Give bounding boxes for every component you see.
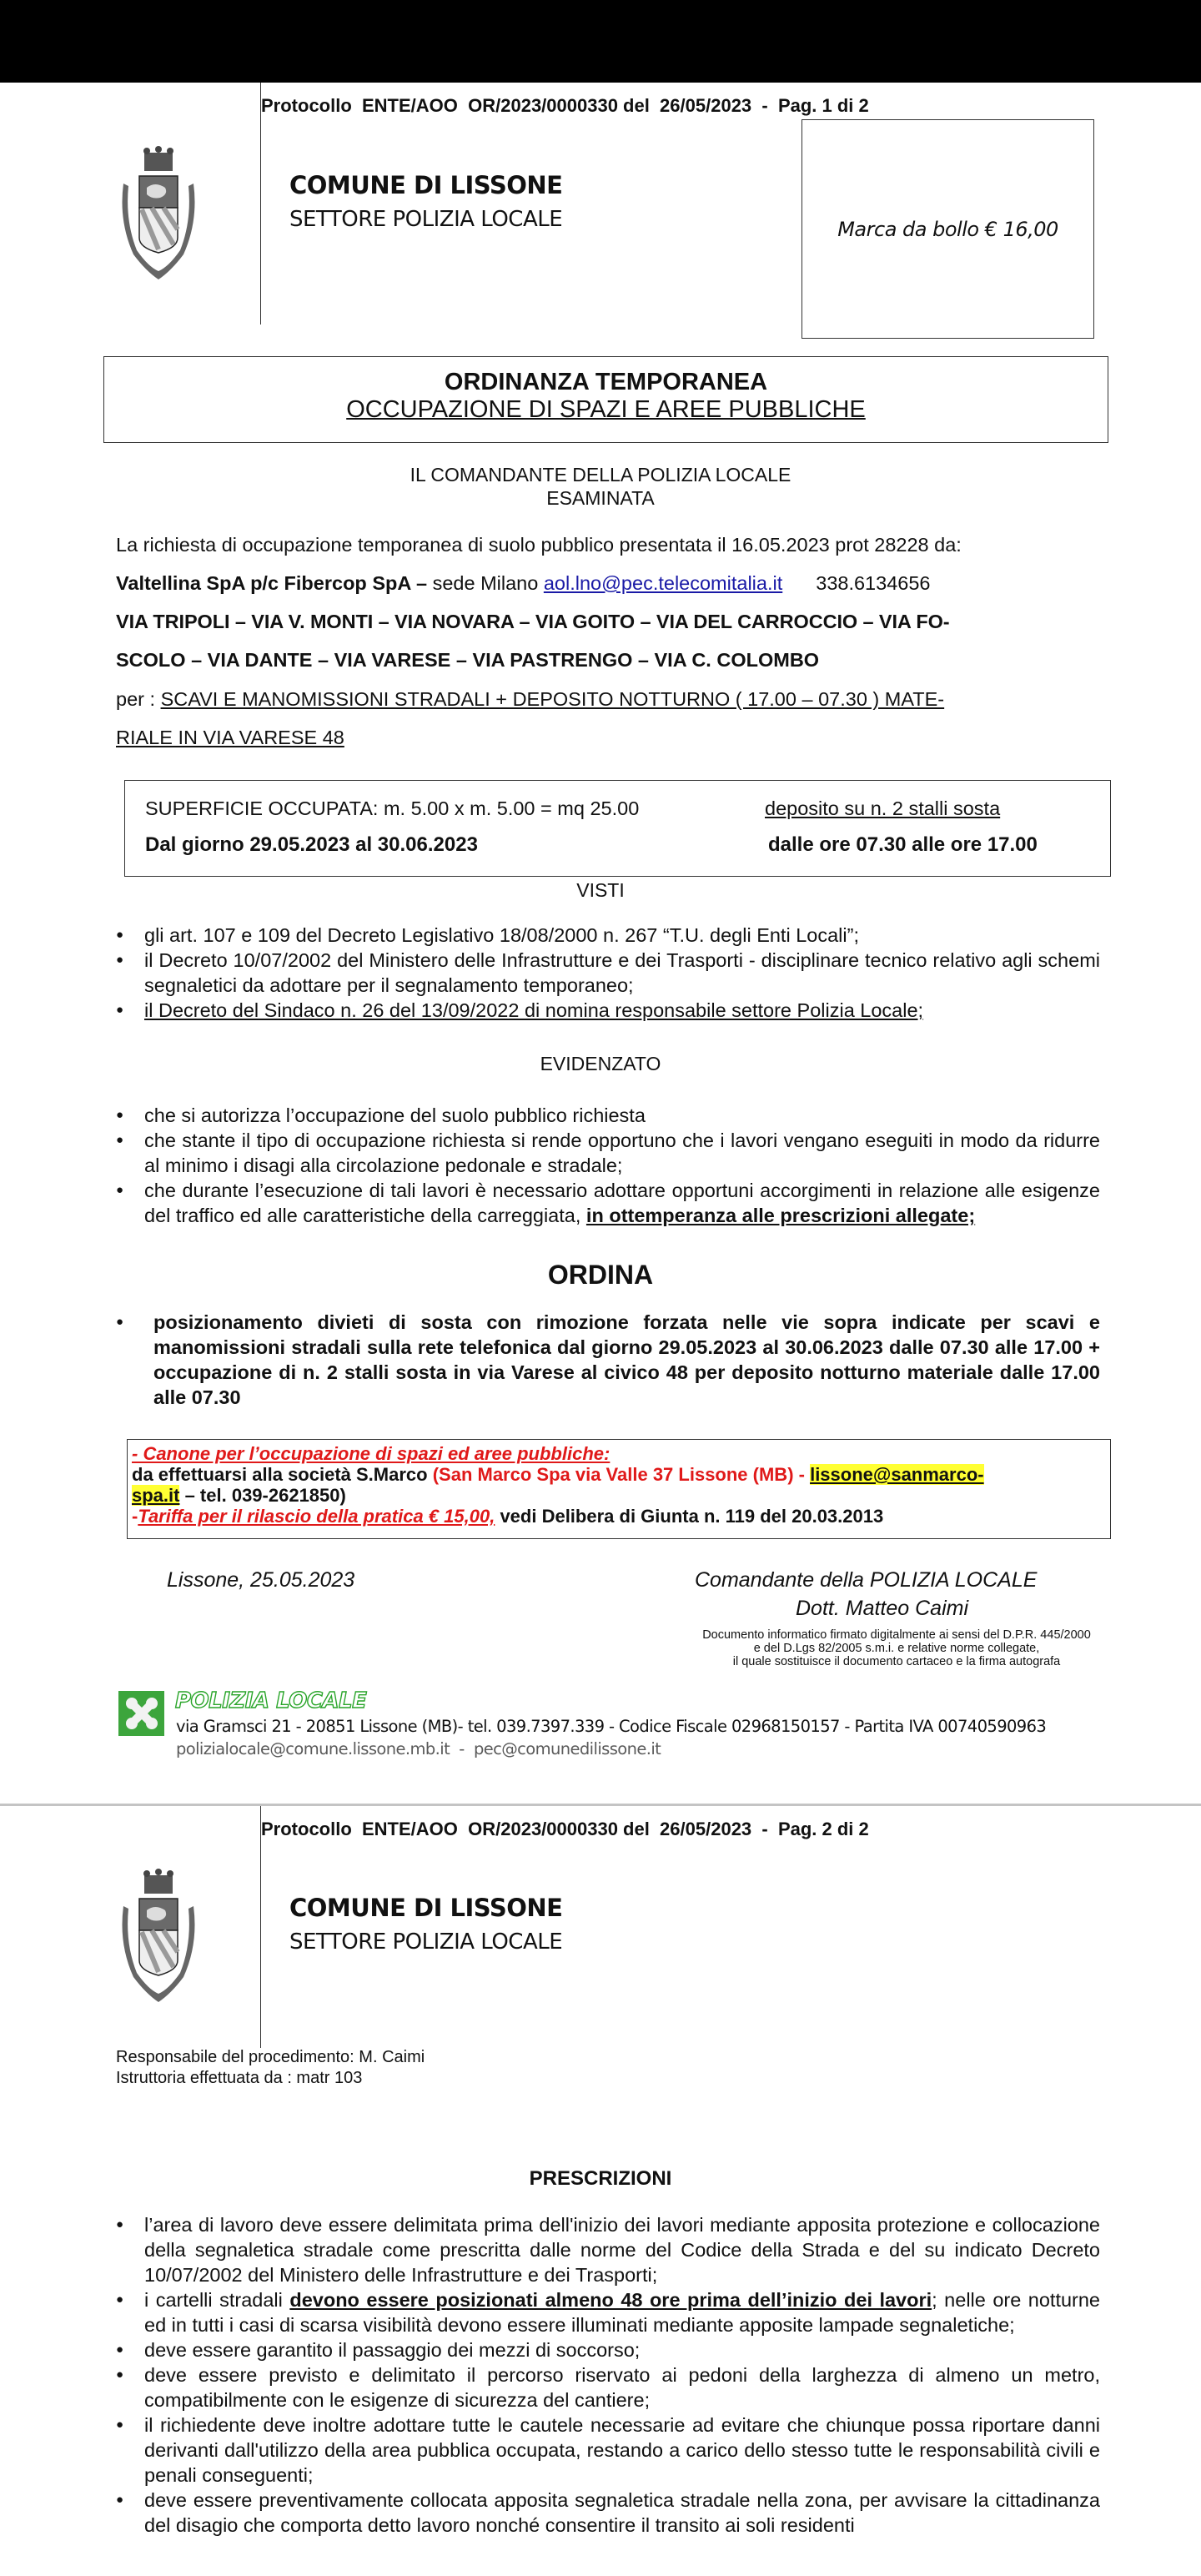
evidenziato-text: che durante l’esecuzione di tali lavori è necessario adottare opportuni accorgimenti in relazione alle esigenze del traffico ed alle caratteristiche della carreggiata, — [144, 1180, 1100, 1226]
occupation-hours: dalle ore 07.30 alle ore 17.00 — [768, 833, 1038, 856]
prescrizione-emphasis: devono essere posizionati almeno 48 ore prima dell’inizio dei lavori — [289, 2289, 932, 2311]
ordinance-title-box — [103, 356, 1108, 443]
payment-prefix: da effettuarsi alla società S.Marco — [132, 1464, 433, 1485]
occupied-surface-box — [124, 780, 1111, 877]
inquiry-officer: Istruttoria effettuata da : matr 103 — [116, 2069, 363, 2087]
prescrizione-item: ● deve essere garantito il passaggio dei mezzi di soccorso; — [116, 2337, 1100, 2362]
visti-item: ● il Decreto 10/07/2002 del Ministero delle Infrastrutture e dei Trasporti - disciplinare tecnico relativo agli schemi segnaletici da adottare per il segnalamento temporaneo; — [116, 948, 1100, 998]
header-divider — [260, 1806, 261, 2048]
payment-info — [132, 1464, 1106, 1506]
footer-address: via Gramsci 21 - 20851 Lissone (MB)- tel. 039.7397.339 - Codice Fiscale 02968150157 - Partita IVA 00740590963 — [176, 1717, 1047, 1736]
ordinance-subtitle: OCCUPAZIONE DI SPAZI E AREE PUBBLICHE — [346, 396, 866, 423]
visti-item: ● gli art. 107 e 109 del Decreto Legislativo 18/08/2000 n. 267 “T.U. degli Enti Locali”; — [116, 923, 1100, 948]
header-divider — [260, 83, 261, 325]
protocol-line: Protocollo ENTE/AOO OR/2023/0000330 del 26/05/2023 - Pag. 2 di 2 — [261, 1819, 869, 1839]
streets-line-2: SCOLO – VIA DANTE – VIA VARESE – VIA PASTRENGO – VIA C. COLOMBO — [116, 649, 820, 671]
coat-of-arms-icon — [117, 146, 200, 288]
footer-brand: POLIZIA LOCALE — [175, 1688, 367, 1713]
polizia-locale-logo-icon — [118, 1691, 164, 1736]
tariff-dash: - — [132, 1506, 138, 1527]
purpose-line-2: RIALE IN VIA VARESE 48 — [116, 727, 344, 748]
tariff-line — [132, 1506, 1106, 1527]
prescrizione-item: ● deve essere previsto e delimitato il percorso riservato ai pedoni della larghezza di almeno un metro, compatibilmente con le esigenze di sicurezza del cantiere; — [116, 2362, 1100, 2412]
surface-measure: SUPERFICIE OCCUPATA: m. 5.00 x m. 5.00 = mq 25.00 — [145, 797, 640, 819]
applicant-seat: sede Milano — [427, 572, 544, 594]
evidenziato-heading: EVIDENZATO — [540, 1053, 661, 1074]
ordinance-title: ORDINANZA TEMPORANEA — [444, 369, 768, 395]
evidenziato-item: ● che si autorizza l’occupazione del suolo pubblico richiesta — [116, 1103, 1100, 1128]
digital-signature-note — [684, 1628, 1109, 1668]
prescrizione-text: i cartelli stradali — [144, 2289, 290, 2311]
payment-email-link-cont[interactable]: spa.it — [132, 1485, 180, 1506]
visti-heading: VISTI — [576, 879, 625, 901]
ordina-item: ● posizionamento divieti di sosta con rimozione forzata nelle vie sopra indicate per scavi e manomissioni stradali sulla rete telefonica dal giorno 29.05.2023 al 30.06.2023 dalle 07.30 alle 17.00 + occupazione di n. 2 stalli sosta in via Varese al civico 48 per deposito notturno materiale dalle 17.00 alle 07.30 — [116, 1310, 1100, 1410]
purpose-line-1 — [116, 688, 944, 711]
purpose-text-1: SCAVI E MANOMISSIONI STRADALI + DEPOSITO NOTTURNO ( 17.00 – 07.30 ) MATE- — [160, 688, 945, 710]
occupation-dates: Dal giorno 29.05.2023 al 30.06.2023 — [145, 833, 478, 856]
revenue-stamp-label: Marca da bollo € 16,00 — [837, 217, 1058, 241]
examined-heading: ESAMINATA — [546, 487, 655, 509]
fee-title: - Canone per l’occupazione di spazi ed aree pubbliche: — [132, 1443, 611, 1464]
applicant-name: Valtellina SpA p/c Fibercop SpA – — [116, 572, 428, 594]
tariff-reference: vedi Delibera di Giunta n. 119 del 20.03.2013 — [495, 1506, 884, 1527]
authority-heading: IL COMANDANTE DELLA POLIZIA LOCALE — [410, 464, 791, 486]
ordina-list — [116, 1310, 1100, 1410]
prescrizione-item: ● deve essere preventivamente collocata apposita segnaletica stradale nella zona, per avvisare la cittadinanza del disagio che comporta detto lavoro nonché consentire il transito ai soli residenti — [116, 2488, 1100, 2538]
viewer-top-bar — [0, 0, 1201, 83]
payment-company: (San Marco Spa via Valle 37 Lissone (MB) - — [432, 1464, 811, 1485]
note-line: il quale sostituisce il documento cartaceo e la firma autografa — [732, 1655, 1061, 1668]
streets-line-1: VIA TRIPOLI – VIA V. MONTI – VIA NOVARA – VIA GOITO – VIA DEL CARROCCIO – VIA FO- — [116, 611, 950, 632]
signer-name: Dott. Matteo Caimi — [796, 1597, 969, 1620]
revenue-stamp-box — [802, 119, 1094, 339]
deposit-stalls: deposito su n. 2 stalli sosta — [765, 797, 1001, 819]
payment-email-link[interactable]: lissone@sanmarco- — [810, 1464, 984, 1485]
applicant-email-link[interactable]: aol.lno@pec.telecomitalia.it — [543, 572, 783, 594]
visti-item: ● il Decreto del Sindaco n. 26 del 13/09/2022 di nomina responsabile settore Polizia Locale; — [116, 998, 1100, 1023]
page-separator — [0, 1804, 1201, 1806]
protocol-line: Protocollo ENTE/AOO OR/2023/0000330 del 26/05/2023 - Pag. 1 di 2 — [261, 95, 869, 116]
prescrizione-text: ; nelle ore notturne ed in tutti i casi di scarsa visibilità devono essere illuminati mediante apposite lampade segnaletiche; — [144, 2289, 1101, 2336]
place-date: Lissone, 25.05.2023 — [167, 1568, 355, 1592]
visti-list — [116, 923, 1100, 1023]
tariff-amount: Tariffa per il rilascio della pratica € 15,00, — [138, 1506, 495, 1527]
footer-emails: polizialocale@comune.lissone.mb.it - pec@comunedilissone.it — [176, 1739, 661, 1758]
prescrizioni-list — [116, 2212, 1100, 2538]
evidenziato-emphasis: in ottemperanza alle prescrizioni allegate; — [585, 1205, 976, 1226]
ordina-heading: ORDINA — [547, 1260, 654, 1290]
prescrizioni-heading: PRESCRIZIONI — [529, 2167, 672, 2190]
municipality-name: COMUNE DI LISSONE — [289, 171, 563, 199]
signer-role: Comandante della POLIZIA LOCALE — [695, 1568, 1038, 1592]
prescrizione-item: ● il richiedente deve inoltre adottare tutte le cautele necessarie ad evitare che chiunque possa riportare danni derivanti dall'utilizzo della area pubblica occupata, restando a carico dello stesso tutte le responsabilità civili e penali conseguenti; — [116, 2412, 1100, 2488]
note-line: Documento informatico firmato digitalmente ai sensi del D.P.R. 445/2000 — [702, 1628, 1091, 1642]
applicant-phone: 338.6134656 — [816, 572, 931, 594]
request-line: La richiesta di occupazione temporanea di suolo pubblico presentata il 16.05.2023 prot 28228 da: — [116, 534, 962, 556]
responsible-officer: Responsabile del procedimento: M. Caimi — [116, 2048, 425, 2066]
department-name: SETTORE POLIZIA LOCALE — [289, 1929, 563, 1955]
department-name: SETTORE POLIZIA LOCALE — [289, 207, 563, 232]
evidenziato-item — [116, 1178, 1100, 1228]
applicant-line — [116, 572, 930, 595]
note-line: e del D.Lgs 82/2005 s.m.i. e relative norme collegate, — [753, 1642, 1040, 1655]
prescrizione-item: ● l’area di lavoro deve essere delimitata prima dell'inizio dei lavori mediante apposita protezione e collocazione della segnaletica stradale come prescritta dalle norme del Codice della Strada e del su indicato Decreto 10/07/2002 del Ministero delle Infrastrutture e dei Trasporti; — [116, 2212, 1100, 2287]
evidenziato-item: ● che stante il tipo di occupazione richiesta si rende opportuno che i lavori vengano eseguiti in modo da ridurre al minimo i disagi alla circolazione pedonale e stradale; — [116, 1128, 1100, 1178]
prescrizione-item — [116, 2287, 1100, 2337]
evidenziato-list — [116, 1103, 1100, 1228]
municipality-name: COMUNE DI LISSONE — [289, 1894, 563, 1922]
coat-of-arms-icon — [117, 1869, 200, 2010]
payment-tel: – tel. 039-2621850) — [179, 1485, 346, 1506]
fee-box — [127, 1439, 1111, 1539]
purpose-prefix: per : — [116, 688, 161, 710]
